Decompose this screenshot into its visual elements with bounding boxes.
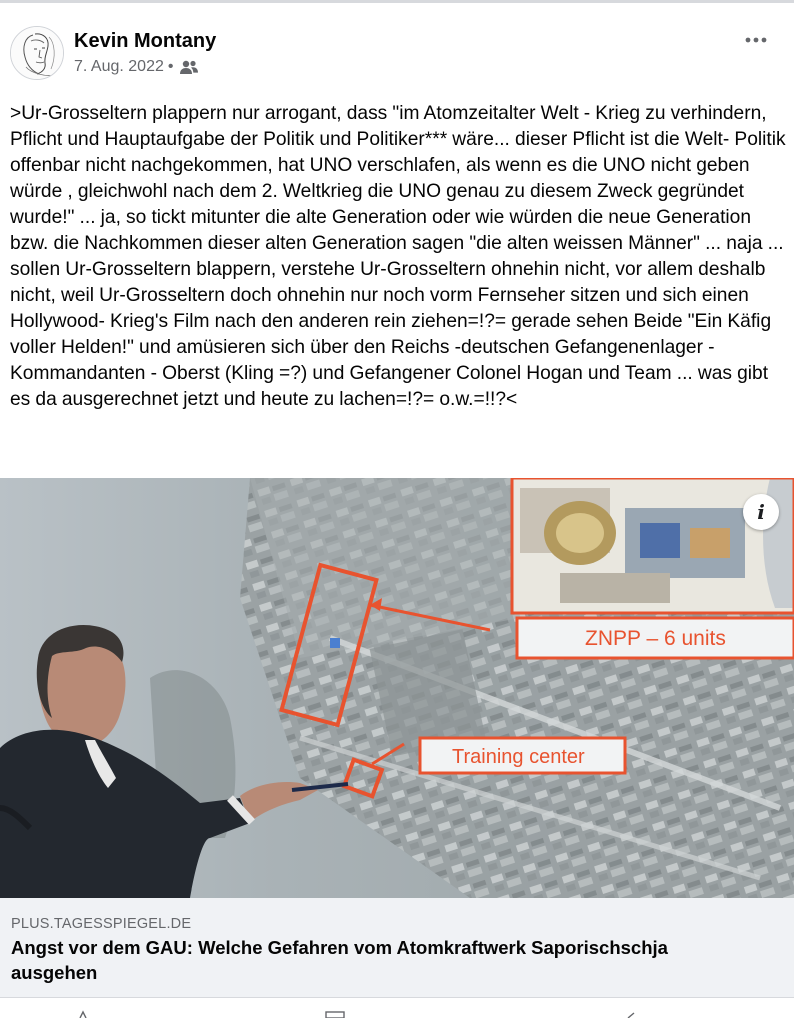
link-preview-image[interactable]: [0, 478, 794, 898]
top-divider: [0, 0, 794, 3]
comment-icon[interactable]: [326, 1012, 344, 1018]
more-horizontal-icon: [744, 36, 768, 44]
post-date[interactable]: 7. Aug. 2022: [74, 58, 164, 75]
info-button[interactable]: i: [743, 494, 779, 530]
link-domain: PLUS.TAGESSPIEGEL.DE: [11, 916, 192, 932]
post-header: [10, 26, 784, 84]
author-name[interactable]: Kevin Montany: [74, 30, 217, 52]
share-icon[interactable]: [628, 1013, 634, 1018]
more-options-button[interactable]: [736, 26, 776, 54]
avatar[interactable]: [10, 26, 64, 80]
slide-label-training: Training center: [452, 746, 585, 768]
post-meta: [74, 58, 199, 76]
post-text: >Ur-Grosseltern plappern nur arrogant, dass "im Atomzeitalter Welt - Krieg zu verhindern, Pflicht und Hauptaufgabe der Politik und Politiker*** wäre... dieser Pflicht ist die Welt- Politik offenbar nicht nachgekommen, hat UNO verschlafen, als wenn es die UNO nicht geben würde , gleichwohl nach dem 2. Weltkrieg die UNO genau zu diesem Zweck gegründet wurde!" ... ja, so tickt mitunter die alte Generation oder wie würden die neue Generation bzw. die Nachkommen dieser alten Generation sagen "die alten weissen Männer" ... naja ... sollen Ur-Grosseltern blappern, verstehe Ur-Grosseltern ohnehin nicht, vor allem deshalb nicht, weil Ur-Grosseltern doch ohnehin nur noch vorm Fernseher sitzen und sich einen Hollywood- Krieg's Film nach den anderen rein ziehen=!?= gerade sehen Beide "Ein Käfig voller Helden!" und amüsieren sich über den Reichs -deutschen Gefangenenlager -Kommandanten - Oberst (Kling =?) und Gefangener Colonel Hogan und Team ... was gibt es da ausgerechnet jetzt und heute zu lachen=!?= o.w.=!!?<: [10, 103, 786, 410]
slide-label-znpp: ZNPP – 6 units: [585, 627, 726, 650]
press-conference-photo: [0, 478, 794, 898]
friends-icon[interactable]: [179, 59, 199, 75]
link-preview-card[interactable]: [0, 898, 794, 998]
link-title[interactable]: Angst vor dem GAU: Welche Gefahren vom Atomkraftwerk Saporischschja ausgehen: [11, 937, 668, 983]
like-icon[interactable]: [80, 1012, 86, 1018]
avatar-sketch-image: [11, 27, 64, 80]
post-actions-bar: [0, 1000, 794, 1018]
meta-separator: •: [167, 58, 174, 75]
